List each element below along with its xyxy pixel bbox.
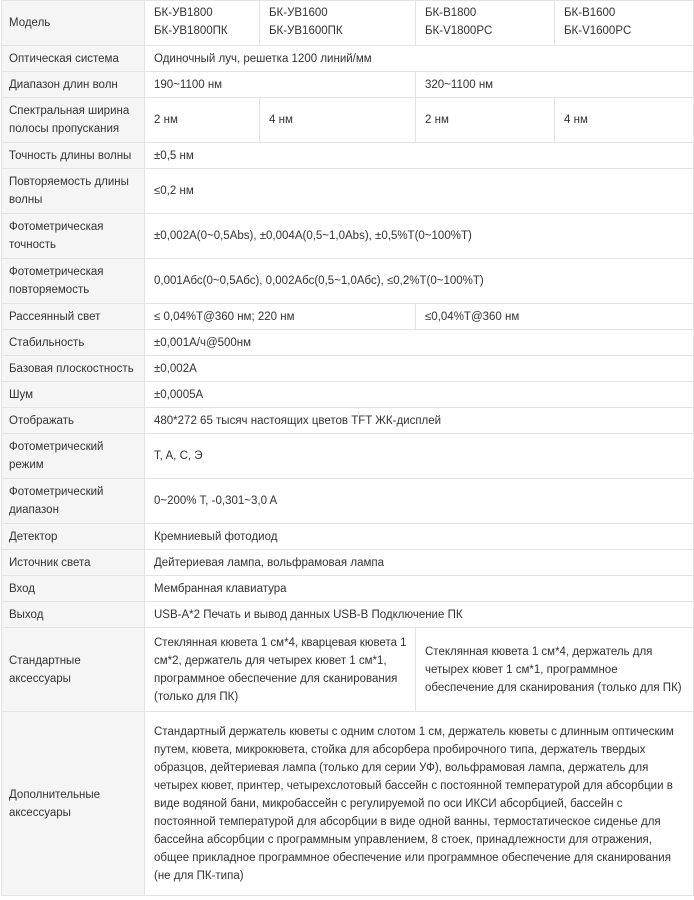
row-value: 4 нм	[260, 98, 416, 143]
row-value: Одиночный луч, решетка 1200 линий/мм	[145, 46, 694, 72]
row-label: Детектор	[2, 524, 145, 550]
row-label: Вход	[2, 576, 145, 602]
row-label-model: Модель	[2, 1, 145, 46]
row-label: Базовая плоскостность	[2, 356, 145, 382]
model-name: БК-V1800PC	[425, 25, 493, 37]
row-label: Фотометрический диапазон	[2, 479, 145, 524]
row-wavelength-range	[2, 72, 694, 98]
row-label: Стандартные аксессуары	[2, 628, 145, 712]
row-value: 2 нм	[416, 98, 555, 143]
row-label: Повторяемость длины волны	[2, 169, 145, 214]
row-label: Оптическая система	[2, 46, 145, 72]
model-cell	[416, 1, 555, 46]
row-value: ±0,5 нм	[145, 143, 694, 169]
row-light-source	[2, 550, 694, 576]
row-label: Рассеянный свет	[2, 304, 145, 330]
row-optional-accessories	[2, 712, 694, 896]
row-label: Фотометрическая точность	[2, 214, 145, 259]
row-value: Мембранная клавиатура	[145, 576, 694, 602]
row-label: Выход	[2, 602, 145, 628]
row-value: 320~1100 нм	[416, 72, 694, 98]
row-value: ≤0,2 нм	[145, 169, 694, 214]
model-cell	[145, 1, 260, 46]
row-label: Точность длины волны	[2, 143, 145, 169]
row-detector	[2, 524, 694, 550]
row-value: ±0,001А/ч@500нм	[145, 330, 694, 356]
row-stray-light	[2, 304, 694, 330]
row-value: Стеклянная кювета 1 см*4, кварцевая кювета 1 см*2, держатель для четырех кювет 1 см*1, программное обеспечение для сканирования (только для ПК)	[145, 628, 416, 712]
model-name: БК-УВ1600	[269, 7, 328, 19]
row-value: Стандартный держатель кюветы с одним слотом 1 см, держатель кюветы с длинным оптическим путем, кювета, микрокювета, стойка для абсорбера пробирочного типа, держатель твердых образцов, дейтериевая лампа (только для серии УФ), вольфрамовая лампа, держатель для четырех кювет, принтер, четырехслотовый бассейн с постоянной температурой для абсорбции в виде водяной бани, микробассейн с регулируемой по оси ИКСИ абсорбцией, бассейн с постоянной температурой для абсорбции в виде одной ванны, термостатическое сиденье для бассейна абсорбции с программным управлением, 8 стоек, принадлежности для отражения, общее прикладное программное обеспечение или программное обеспечение для сканирования (не для ПК-типа)	[145, 712, 694, 896]
row-value: Кремниевый фотодиод	[145, 524, 694, 550]
row-value: 4 нм	[555, 98, 694, 143]
row-baseline-flatness	[2, 356, 694, 382]
row-value: ≤0,04%T@360 нм	[416, 304, 694, 330]
model-name: БК-В1600	[564, 7, 616, 19]
row-model	[2, 1, 694, 46]
model-name: БК-УВ1600ПК	[269, 25, 343, 37]
row-photometric-range	[2, 479, 694, 524]
row-value: ±0,0005A	[145, 382, 694, 408]
row-stability	[2, 330, 694, 356]
row-label: Фотометрическая повторяемость	[2, 259, 145, 304]
row-input	[2, 576, 694, 602]
row-value: 0~200% T, -0,301~3,0 A	[145, 479, 694, 524]
row-value: T, A, C, Э	[145, 434, 694, 479]
row-label: Фотометрический режим	[2, 434, 145, 479]
model-name: БК-V1600PC	[564, 25, 632, 37]
row-standard-accessories	[2, 628, 694, 712]
row-label: Спектральная ширина полосы пропускания	[2, 98, 145, 143]
row-value: 0,001Абс(0~0,5Абс), 0,002Абс(0,5~1,0Абс), ≤0,2%T(0~100%T)	[145, 259, 694, 304]
row-value: 190~1100 нм	[145, 72, 416, 98]
row-noise	[2, 382, 694, 408]
row-value: ±0,002A(0~0,5Abs), ±0,004A(0,5~1,0Abs), ±0,5%T(0~100%T)	[145, 214, 694, 259]
row-value: ±0,002A	[145, 356, 694, 382]
row-label: Отображать	[2, 408, 145, 434]
row-value: Стеклянная кювета 1 см*4, держатель для четырех кювет 1 см*1, программное обеспечение для сканирования (только для ПК)	[416, 628, 694, 712]
model-name: БК-В1800	[425, 7, 477, 19]
row-wavelength-repeatability	[2, 169, 694, 214]
model-cell	[555, 1, 694, 46]
row-wavelength-accuracy	[2, 143, 694, 169]
row-bandwidth	[2, 98, 694, 143]
row-photometric-mode	[2, 434, 694, 479]
row-value: ≤ 0,04%T@360 нм; 220 нм	[145, 304, 416, 330]
row-display	[2, 408, 694, 434]
row-label: Источник света	[2, 550, 145, 576]
row-optical-system	[2, 46, 694, 72]
row-label: Диапазон длин волн	[2, 72, 145, 98]
spec-table	[1, 0, 694, 896]
model-name: БК-УВ1800ПК	[154, 25, 228, 37]
model-name: БК-УВ1800	[154, 7, 213, 19]
row-photometric-accuracy	[2, 214, 694, 259]
row-value: Дейтериевая лампа, вольфрамовая лампа	[145, 550, 694, 576]
row-value: 480*272 65 тысяч настоящих цветов TFT ЖК-дисплей	[145, 408, 694, 434]
row-label: Дополнительные аксессуары	[2, 712, 145, 896]
row-output	[2, 602, 694, 628]
model-cell	[260, 1, 416, 46]
row-value: USB-A*2 Печать и вывод данных USB-B Подключение ПК	[145, 602, 694, 628]
row-label: Стабильность	[2, 330, 145, 356]
row-value: 2 нм	[145, 98, 260, 143]
row-photometric-repeatability	[2, 259, 694, 304]
row-label: Шум	[2, 382, 145, 408]
